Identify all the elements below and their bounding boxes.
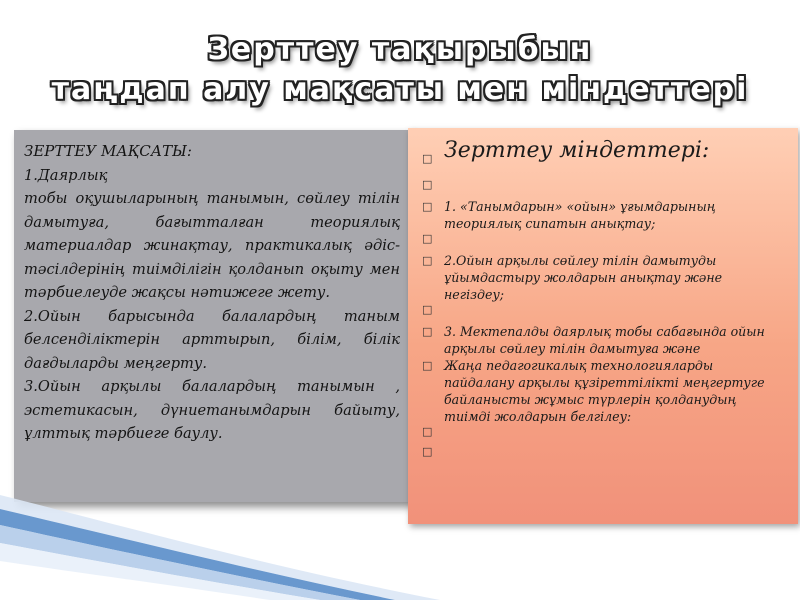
research-goal-item-3: 3.Ойын арқылы балалардың танымын , эстетикасын, дүниетанымдарын байыту, ұлттық тәрбиеге баулу.	[24, 378, 400, 442]
research-task-item-3	[422, 323, 784, 357]
research-task-item-1	[422, 198, 784, 232]
research-tasks-heading-row	[422, 136, 784, 174]
empty-bullet-row	[422, 303, 784, 323]
research-goal-heading: ЗЕРТТЕУ МАҚСАТЫ:	[24, 142, 192, 160]
research-goal-panel	[14, 130, 410, 502]
square-bullet-icon: □	[422, 232, 433, 245]
empty-bullet-row	[422, 425, 784, 445]
research-task-text-3: 3. Мектепалды даярлық тобы сабағында ойын арқылы сөйлеу тілін дамытуға және	[444, 324, 765, 356]
square-bullet-icon: □	[422, 359, 433, 372]
research-task-text-2: 2.Ойын арқылы сөйлеу тілін дамытуды ұйымдастыру жолдарын анықтау және негіздеу;	[444, 253, 723, 302]
slide-title-line-1: Зерттеу тақырыбын	[207, 32, 593, 67]
slide-title	[0, 30, 800, 110]
empty-bullet-row	[422, 232, 784, 252]
square-bullet-icon: □	[422, 178, 433, 191]
empty-bullet-row	[422, 445, 784, 465]
research-goal-item-2: 2.Ойын барысында балалардың таным белсенділіктерін арттырып, білім, білік дағдыларды меңгерту.	[24, 307, 400, 372]
research-task-item-4	[422, 357, 784, 425]
research-task-text-4: Жаңа педагогикалық технологияларды пайдалану арқылы құзіреттілікті меңгертуге байланысты жұмыс түрлерін қолданудың тиімді жолдарын белгілеу:	[444, 358, 765, 424]
research-tasks-panel	[408, 128, 798, 524]
research-task-text-1: 1. «Танымдарын» «ойын» ұғымдарының теориялық сипатын анықтау;	[444, 199, 716, 231]
decorative-swoosh	[0, 495, 800, 600]
slide-title-line-2: таңдап алу мақсаты мен міндеттері	[51, 72, 749, 107]
square-bullet-icon: □	[422, 325, 433, 338]
square-bullet-icon: □	[422, 303, 433, 316]
empty-bullet-row	[422, 178, 784, 198]
square-bullet-icon: □	[422, 152, 433, 165]
research-goal-item-1: 1.Даярлық тобы оқушыларының танымын, сөйлеу тілін дамытуға, бағытталған теориялық материалдар жинақтау, практикалық әдіс- тәсілдерінің тиімділігін қолданып оқыту мен тәрбиелеуде жақсы нәтижеге жету.	[24, 166, 400, 301]
research-task-item-2	[422, 252, 784, 303]
square-bullet-icon: □	[422, 200, 433, 213]
square-bullet-icon: □	[422, 425, 433, 438]
research-tasks-heading: Зерттеу міндеттері:	[444, 138, 710, 163]
square-bullet-icon: □	[422, 254, 433, 267]
square-bullet-icon: □	[422, 445, 433, 458]
